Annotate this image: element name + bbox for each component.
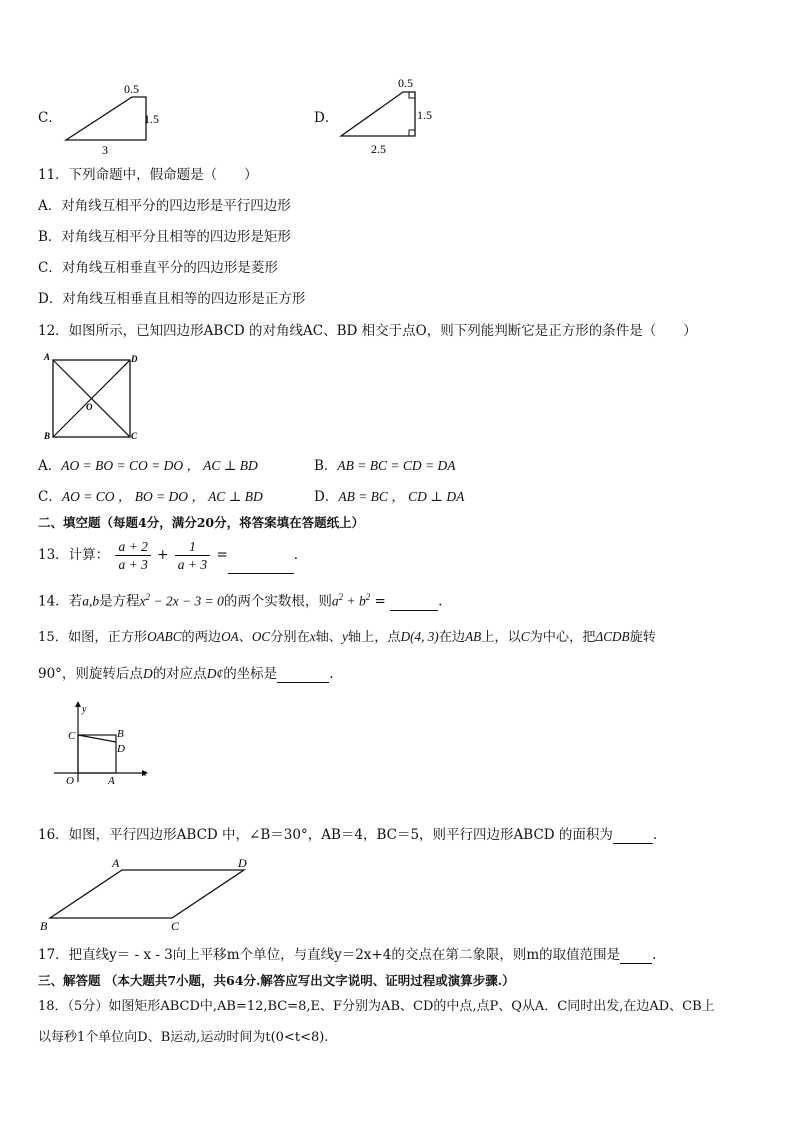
q15-line-2: 90°，则旋转后点D的对应点D¢的坐标是 . [38, 666, 334, 682]
y-axis-arrow [75, 701, 81, 707]
q14-answer-blank[interactable] [390, 596, 438, 611]
c-bottom-label: 3 [102, 143, 108, 157]
point-b: B [117, 728, 124, 740]
point-a: A [108, 775, 115, 787]
q18-line-1: 18．（5分）如图矩形ABCD中,AB=12,BC=8,E、F分别为AB、CD的中点,点P、Q从A．C同时出发,在边AD、CB上 [38, 999, 715, 1014]
c-side-label: 1.5 [144, 112, 159, 126]
point-d: D [117, 743, 125, 755]
q12-option-c-math: AO = CO ， BO = DO ， AC ⊥ BD [61, 489, 263, 504]
d-side-label: 1.5 [417, 108, 432, 122]
q12-option-d: D．AB = BC ， CD ⊥ DA [314, 489, 465, 505]
q13-fraction-2: $\frac{1}{a + 3}$ [175, 538, 210, 573]
q12-option-c: C．AO = CO ， BO = DO ， AC ⊥ BD [38, 489, 263, 505]
q13-fraction-1: $\frac{a + 2}{a + 3}$ [115, 538, 150, 573]
point-c: C [68, 730, 76, 742]
section-2-heading: 二、填空题（每题4分，满分20分，将答案填在答题纸上） [38, 515, 365, 530]
axis-y-label: y [82, 704, 87, 715]
q13: 13．计算： $\frac{a + 2}{a + 3}$ + $\frac{1}{a + 3}$ = . [38, 539, 299, 572]
q16-answer-blank[interactable] [613, 829, 653, 844]
section-3-heading: 三、解答题 （本大题共7小题，共64分.解答应写出文字说明、证明过程或演算步骤.） [38, 973, 515, 988]
vertex-d: D [238, 856, 247, 870]
q11-option-d: D．对角线互相垂直且相等的四边形是正方形 [38, 291, 306, 307]
q12-stem: 12．如图所示，已知四边形ABCD 的对角线AC、BD 相交于点O，则下列能判断它是正方形的条件是（ ） [38, 323, 697, 339]
vertex-b: B [40, 919, 48, 933]
d-top-label: 0.5 [398, 76, 413, 90]
q17-stem: 17．把直线y＝ - x - 3向上平移m个单位，与直线y＝2x+4的交点在第二象限，则m的取值范围是 . [38, 947, 657, 963]
q17-answer-blank[interactable] [620, 949, 652, 964]
q12-option-a: A．AO = BO = CO = DO ， AC ⊥ BD [38, 458, 258, 474]
q12-option-b-math: AB = BC = CD = DA [337, 458, 456, 473]
vertex-a: A [44, 352, 51, 362]
q10-option-c-figure [60, 80, 170, 160]
q11-stem: 11．下列命题中，假命题是（ ） [38, 167, 258, 183]
center-o: O [86, 402, 93, 412]
parallelogram-abcd [50, 870, 244, 918]
vertex-b: B [44, 431, 51, 441]
right-trapezoid-d [341, 92, 415, 136]
q18-line-2: 以每秒1个单位向D、B运动,运动时间为t(0<t<8). [38, 1030, 329, 1045]
vertex-c: C [131, 431, 138, 441]
right-angle-mark-top [409, 92, 415, 98]
q12-square-figure [40, 352, 150, 444]
c-top-label: 0.5 [124, 82, 139, 96]
q10-option-c-label: C． [38, 110, 62, 126]
axis-x-label: x [142, 768, 147, 779]
q12-option-b: B．AB = BC = CD = DA [314, 458, 456, 474]
vertex-c: C [171, 919, 180, 933]
q15-coordinate-figure [52, 700, 162, 790]
segment-cd [78, 735, 116, 742]
q16-parallelogram-figure [38, 856, 258, 934]
q12-option-a-math: AO = BO = CO = DO ， AC ⊥ BD [61, 458, 258, 473]
q13-answer-blank[interactable] [228, 559, 294, 574]
vertex-d: D [131, 354, 138, 364]
q14: 14．若a,b是方程$x^2 - 2x - 3 = 0$的两个实数根，则$a^2 + b^2$ = . [38, 592, 443, 610]
q15-line-1: 15．如图，正方形OABC的两边OA、OC分别在x轴、y轴上，点D(4, 3)在边AB上，以C为中心，把ΔCDB旋转 [38, 629, 656, 645]
q11-option-a: A．对角线互相平分的四边形是平行四边形 [38, 198, 291, 214]
d-bottom-label: 2.5 [371, 142, 386, 156]
q12-option-d-math: AB = BC ， CD ⊥ DA [338, 489, 465, 504]
q11-option-c: C．对角线互相垂直平分的四边形是菱形 [38, 260, 278, 276]
q16-stem: 16．如图，平行四边形ABCD 中，∠B＝30°，AB＝4，BC＝5，则平行四边形ABCD 的面积为 . [38, 827, 658, 843]
q10-option-d-label: D． [314, 110, 339, 126]
q15-answer-blank[interactable] [277, 668, 329, 683]
point-o: O [66, 775, 74, 787]
q10-option-d-figure [335, 75, 445, 160]
right-angle-mark-bottom [409, 130, 415, 136]
right-trapezoid-c [66, 97, 146, 140]
vertex-a: A [112, 856, 120, 870]
q11-option-b: B．对角线互相平分且相等的四边形是矩形 [38, 229, 291, 245]
